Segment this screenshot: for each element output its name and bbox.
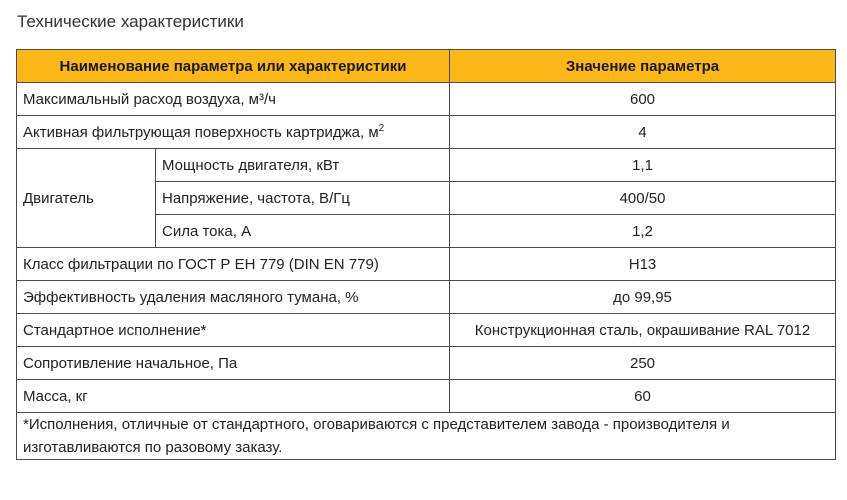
- spec-table: [16, 49, 836, 460]
- table-row: [17, 380, 836, 413]
- value-cell: 60: [450, 380, 836, 413]
- param-cell: Стандартное исполнение*: [17, 314, 450, 347]
- param-cell: Напряжение, частота, В/Гц: [156, 182, 450, 215]
- param-cell: Максимальный расход воздуха, м³/ч: [17, 83, 450, 116]
- param-cell: Класс фильтрации по ГОСТ Р ЕН 779 (DIN EN 779): [17, 248, 450, 281]
- table-row: [17, 248, 836, 281]
- param-text: Активная фильтрующая поверхность картриджа, м: [23, 123, 379, 141]
- param-cell: [17, 116, 450, 149]
- page-title: Технические характеристики: [17, 12, 244, 31]
- value-cell: 4: [450, 116, 836, 149]
- param-cell: Сопротивление начальное, Па: [17, 347, 450, 380]
- header-value: Значение параметра: [450, 50, 836, 83]
- value-cell: 1,2: [450, 215, 836, 248]
- value-cell: 1,1: [450, 149, 836, 182]
- group-cell-motor: Двигатель: [17, 149, 156, 248]
- param-cell: Сила тока, А: [156, 215, 450, 248]
- param-cell: Мощность двигателя, кВт: [156, 149, 450, 182]
- table-row: [17, 314, 836, 347]
- table-row: [17, 281, 836, 314]
- value-cell: 600: [450, 83, 836, 116]
- footnote: *Исполнения, отличные от стандартного, оговариваются с представителем завода - производителя и изготавливаются по разовому заказу.: [17, 413, 836, 460]
- table-header-row: [17, 50, 836, 83]
- param-cell: Масса, кг: [17, 380, 450, 413]
- table-row: [17, 116, 836, 149]
- table-row: [17, 347, 836, 380]
- param-cell: Эффективность удаления масляного тумана, %: [17, 281, 450, 314]
- header-param: Наименование параметра или характеристики: [17, 50, 450, 83]
- footnote-row: [17, 413, 836, 460]
- table-row: [17, 149, 836, 182]
- value-cell: H13: [450, 248, 836, 281]
- value-cell: Конструкционная сталь, окрашивание RAL 7012: [450, 314, 836, 347]
- value-cell: 400/50: [450, 182, 836, 215]
- param-superscript: 2: [378, 122, 385, 134]
- table-row: [17, 83, 836, 116]
- value-cell: до 99,95: [450, 281, 836, 314]
- value-cell: 250: [450, 347, 836, 380]
